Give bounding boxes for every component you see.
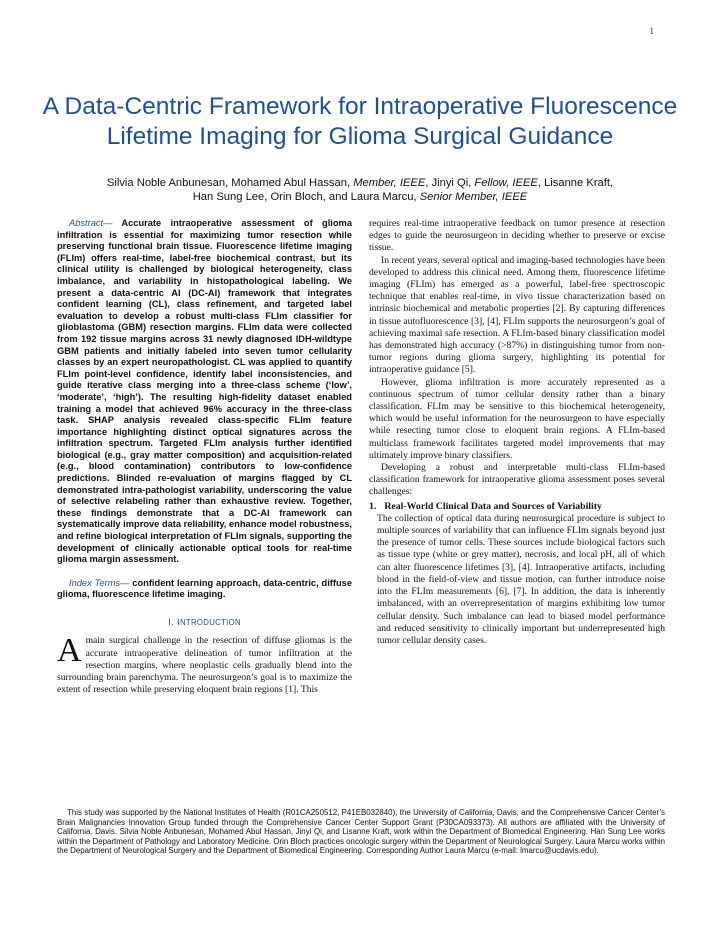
index-terms <box>57 578 352 601</box>
body-paragraph: In recent years, several optical and imaging-based technologies have been developed to address this clinical need. Among them, fluorescence lifetime imaging (FLIm) has emerged as a powerful, label-free spectroscopic technique that enables real-time, in vivo tissue characterization based on intrinsic biochemical and metabolic properties [2]. By capturing differences in tissue autofluorescence [3], [4], FLIm supports the neurosurgeon’s goal of achieving maximal safe resection. A FLIm-based binary classification model has demonstrated high accuracy (>87%) in distinguishing tumor from non-tumor regions during glioma surgery, highlighting its potential for intraoperative guidance [5]. <box>369 254 665 376</box>
author-affiliation: Member, IEEE <box>353 177 426 189</box>
subheading-number: 1. <box>369 500 377 512</box>
section-heading-introduction <box>57 617 352 629</box>
author-text: Han Sung Lee, Orin Bloch, and Laura Marcu, <box>192 191 420 203</box>
author-affiliation: Fellow, IEEE <box>474 177 538 189</box>
body-paragraph: Developing a robust and interpretable multi-class FLIm-based classification framework for intraoperative glioma assessment poses several challenges: <box>369 462 665 498</box>
author-line-1 <box>40 176 680 190</box>
section-first-letter: I <box>177 617 180 628</box>
author-line-2 <box>40 190 680 204</box>
funding-footnote: This study was supported by the National Institutes of Health (R01CA250512, P41EB032840), the University of California, Davis, and the Comprehensive Cancer Center’s Brain Malignancies Innovation Group funded through the Comprehensive Cancer Center Support Grant (P30CA093373). All authors are affiliated with the University of California, Davis. Silvia Noble Anbunesan, Mohamed Abul Hassan, Jinyi Qi, and Lisanne Kraft, work within the Department of Biomedical Engineering. Han Sung Lee works within the Department of Pathology and Laboratory Medicine. Orin Bloch practices oncologic surgery within the Department of Neurological Surgery. Laura Marcu works within the Department of Neurological Surgery and the Department of Biomedical Engineering. Corresponding Author Laura Marcu (e-mail: lmarcu@ucdavis.edu). <box>57 808 665 856</box>
numbered-subheading <box>369 501 665 513</box>
section-title-rest: NTRODUCTION <box>179 618 241 627</box>
subheading-text: Real-World Clinical Data and Sources of Variability <box>384 500 602 512</box>
abstract <box>57 218 352 566</box>
body-paragraph: However, glioma infiltration is more accurately represented as a continuous spectrum of tumor cellular density rather than a binary classification. FLIm may be sensitive to this biochemical heterogeneity, which would be useful information for the neurosurgeon to have especially while resecting tumor close to eloquent brain regions. A FLIm-based multiclass framework facilitates targeted model improvements that may ultimately improve binary classifiers. <box>369 376 665 461</box>
abstract-label: Abstract— <box>69 218 113 228</box>
author-text: , Jinyi Qi, <box>425 177 475 189</box>
body-paragraph: requires real-time intraoperative feedback on tumor presence at resection edges to guide the neurosurgeon in deciding whether to preserve or excise tissue. <box>369 218 665 254</box>
author-text: Silvia Noble Anbunesan, Mohamed Abul Hassan, <box>106 177 354 189</box>
page-number: 1 <box>649 26 654 36</box>
introduction-text: main surgical challenge in the resection of diffuse gliomas is the accurate intraoperative delineation of tumor infiltration at the resection margins, where neoplastic cells gradually blend into the surrounding brain parenchyma. The neurosurgeon’s goal is to maximize the extent of resection while preserving eloquent brain regions [1]. This <box>57 635 352 696</box>
section-numeral: I. <box>168 617 178 628</box>
abstract-text: Accurate intraoperative assessment of glioma infiltration is essential for maximizing tumor resection while preserving functional brain tissue. Fluorescence lifetime imaging (FLIm) offers real-time, label-free biochemical contrast, but its clinical utility is challenged by biological heterogeneity, class imbalance, and variability in histopathological labeling. We present a data-centric AI (DC-AI) framework that integrates confident learning (CL), class refinement, and targeted label evaluation to develop a robust multi-class FLIm classifier for glioblastoma (GBM) resection margins. FLIm data were collected from 192 tissue margins across 31 newly diagnosed IDH-wildtype GBM patients and initially labeled into seven tumor cellularity classes by an expert neuropathologist. CL was applied to quantify FLIm point-level confidence, identify label inconsistencies, and guide iterative class merging into a three-class scheme (‘low’, ‘moderate’, ‘high’). The resulting high-fidelity dataset enabled training a model that achieved 96% accuracy in the three-class task. SHAP analysis revealed class-specific FLIm feature importance highlighting distinct optical signatures across the infiltration spectrum. Targeted FLIm analysis further identified biological (e.g., gray matter composition) and acquisition-related (e.g., blood contamination) contributors to low-confidence predictions. Blinded re-evaluation of margins flagged by CL demonstrated intra-pathologist variability, underscoring the value of selective relabeling rather than exhaustive review. Together, these findings demonstrate that a DC-AI framework can systematically improve data reliability, enhance model robustness, and refine biological interpretation of FLIm signals, supporting the development of clinically actionable optical tools for real-time glioma margin assessment. <box>57 218 352 565</box>
introduction-paragraph <box>57 632 352 696</box>
subheading-body: The collection of optical data during neurosurgical procedure is subject to multiple sources of variability that can influence FLIm signals beyond just the presence of tumor cells. These sources include biological factors such as tissue type (white or grey matter), necrosis, and local pH, all of which can alter fluorescence lifetimes [3], [4]. Intraoperative artifacts, including blood in the field-of-view and tissue motion, can further introduce noise into the FLIm measurements [6], [7]. In addition, the data is inherently imbalanced, with an overrepresentation of margins exhibiting low tumor cellular density. Such imbalance can lead to biased model performance and reduced sensitivity to clinically important but underrepresented high tumor cellular density cases. <box>377 512 665 646</box>
left-column <box>57 218 352 697</box>
drop-cap: A <box>57 632 82 670</box>
author-affiliation: Senior Member, IEEE <box>419 191 528 203</box>
author-list <box>40 176 680 204</box>
paper-title: A Data-Centric Framework for Intraoperative Fluorescence Lifetime Imaging for Glioma Surgical Guidance <box>42 93 678 151</box>
index-terms-label: Index Terms— <box>69 577 130 588</box>
right-column <box>369 218 665 647</box>
author-text: , Lisanne Kraft, <box>537 177 614 189</box>
index-terms-text: confident learning approach, data-centric, diffuse glioma, fluorescence lifetime imaging. <box>57 577 353 600</box>
